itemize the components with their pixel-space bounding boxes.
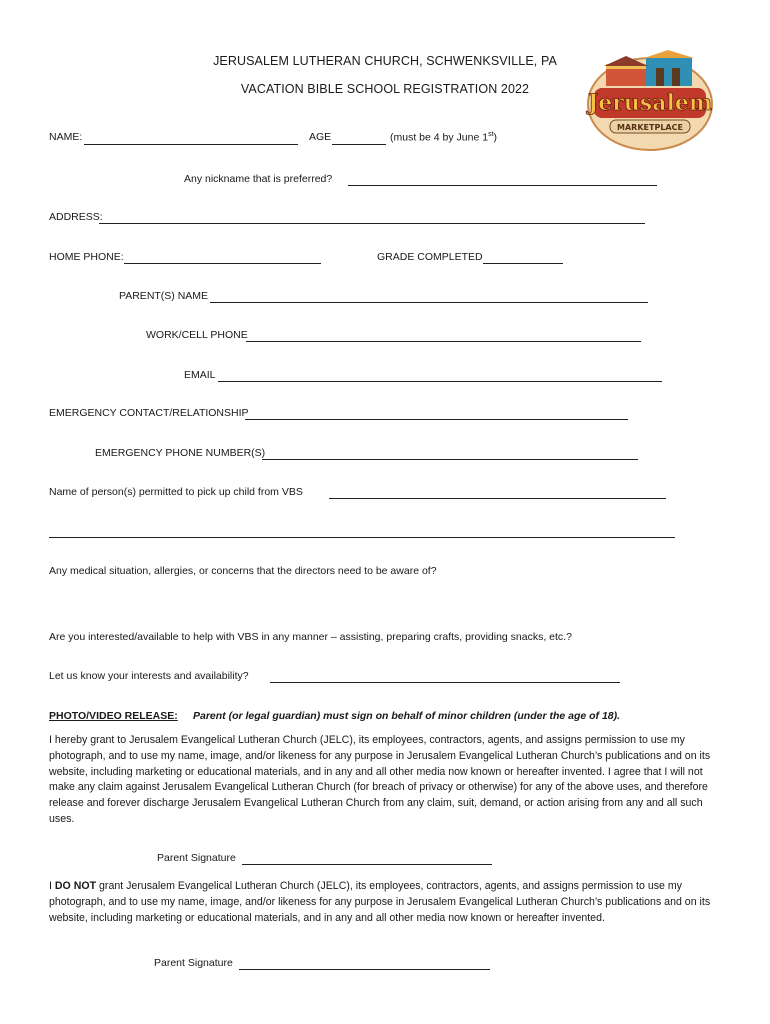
help-label: Are you interested/available to help with VBS in any manner – assisting, preparing crafts, providing snacks, etc.? [49,631,572,643]
parents-label: PARENT(S) NAME [119,290,209,302]
name-field[interactable] [84,144,298,145]
interests-label: Let us know your interests and availability? [49,670,249,682]
age-field[interactable] [332,144,386,145]
work-phone-field[interactable] [246,341,641,342]
parents-field[interactable] [210,302,648,303]
email-field[interactable] [218,381,662,382]
age-label: AGE [309,131,332,143]
release-heading-note: Parent (or legal guardian) must sign on behalf of minor children (under the age of 18). [193,710,621,722]
logo-subtitle-text: MARKETPLACE [617,123,683,132]
vbs-logo [584,46,716,152]
pickup-field-continued[interactable] [49,537,675,538]
title-line-1: JERUSALEM LUTHERAN CHURCH, SCHWENKSVILLE, PA [213,54,557,68]
signature-1-label: Parent Signature [157,852,236,864]
nickname-field[interactable] [348,185,657,186]
address-label: ADDRESS: [49,211,103,223]
medical-answer-area[interactable] [49,582,717,622]
emergency-contact-label: EMERGENCY CONTACT/RELATIONSHIP [49,407,249,419]
deny-emphasis: DO NOT [54,880,97,892]
interests-field[interactable] [270,682,620,683]
emergency-phone-field[interactable] [262,459,638,460]
home-phone-field[interactable] [124,263,321,264]
grant-paragraph: I hereby grant to Jerusalem Evangelical Lutheran Church (JELC), its employees, contractors, agents, and assigns permission to use my photograph, and to use my name, image, and/or likeness for any purpose in Jerusalem Evangelical Lutheran Church’s publications and on its website, including marketing or educational materials, and in any and all other media now known or hereafter invented. I agree that I will not make any claim against Jerusalem Evangelical Lutheran Church (for breach of privacy or otherwise) for any of the above uses, and therefore release and forever discharge Jerusalem Evangelical Lutheran Church from any claim, suit, demand, or action arising from any and all such uses. [49,734,711,825]
signature-1-field[interactable] [242,864,492,865]
nickname-label: Any nickname that is preferred? [184,173,333,185]
pickup-label: Name of person(s) permitted to pick up child from VBS [49,486,303,498]
home-phone-label: HOME PHONE: [49,251,124,263]
emergency-contact-field[interactable] [245,419,628,420]
work-phone-label: WORK/CELL PHONE [146,329,248,341]
emergency-phone-label: EMERGENCY PHONE NUMBER(S) [95,447,266,459]
signature-2-field[interactable] [239,969,490,970]
grade-label: GRADE COMPLETED [377,251,483,263]
release-heading: PHOTO/VIDEO RELEASE: [49,710,178,722]
address-field[interactable] [99,223,645,224]
deny-paragraph: I DO NOT grant Jerusalem Evangelical Lutheran Church (JELC), its employees, contractors, agents, and assigns permission to use my photograph, and to use my name, image, and/or likeness for any purpose in Jerusalem Evangelical Lutheran Church’s publications and on its website, including marketing or educational materials, and in any and all other media now known or hereafter invented. [49,880,711,924]
age-note: (must be 4 by June 1st) [390,131,498,144]
email-label: EMAIL [184,369,216,381]
name-label: NAME: [49,131,83,143]
title-line-2: VACATION BIBLE SCHOOL REGISTRATION 2022 [240,82,530,96]
signature-2-label: Parent Signature [154,957,233,969]
medical-label: Any medical situation, allergies, or concerns that the directors need to be aware of? [49,565,437,577]
pickup-field[interactable] [329,498,666,499]
grade-field[interactable] [483,263,563,264]
logo-title-text: Jerusalem [587,90,713,116]
